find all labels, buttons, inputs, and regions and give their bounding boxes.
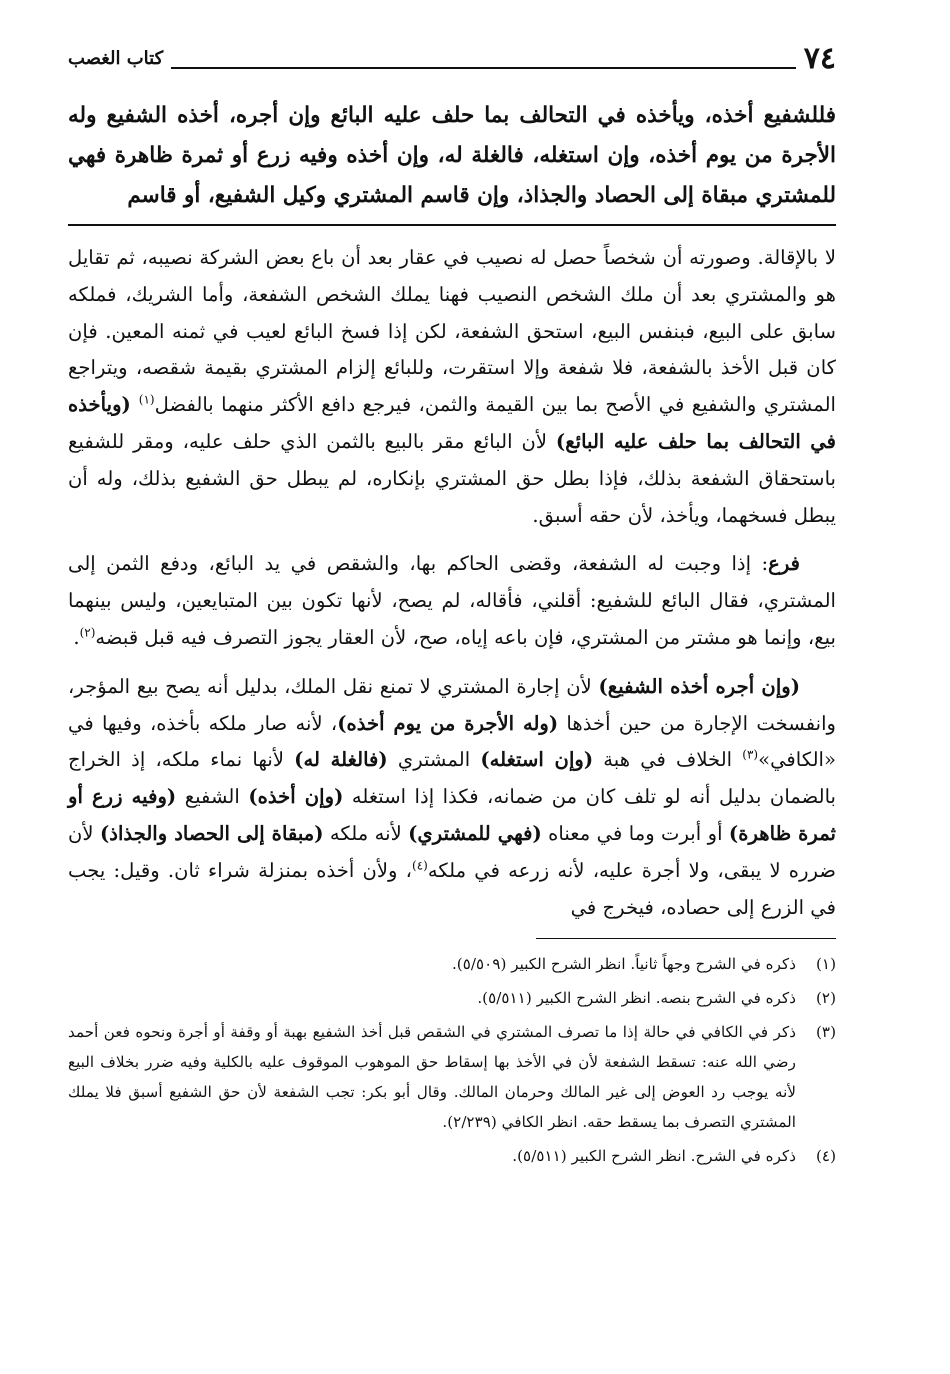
footnote-ref: (٢) bbox=[79, 625, 96, 640]
far-label: فرع bbox=[768, 552, 800, 576]
commentary-paragraph bbox=[68, 240, 836, 534]
matn-quote: (وفيه زرع أو ثمرة ظاهرة) bbox=[68, 785, 837, 845]
commentary-paragraph bbox=[68, 669, 836, 927]
header-rule bbox=[171, 67, 796, 69]
footnote-item bbox=[68, 1141, 836, 1171]
footnote-text: ذكره في الشرح وجهاً ثانياً. انظر الشرح الكبير (٥/٥٠٩). bbox=[451, 955, 796, 974]
footnote-text: ذكره في الشرح بنصه. انظر الشرح الكبير (٥/٥١١). bbox=[477, 989, 796, 1008]
matn-quote: (فالغلة له) bbox=[294, 748, 388, 772]
commentary-text: أو أبرت وما في معناه bbox=[541, 821, 729, 845]
footnote-number: (٢) bbox=[815, 989, 836, 1008]
commentary-text: ، لأنه صار ملكه بأخذه، وفيها في «الكافي» bbox=[68, 711, 836, 772]
matn-divider bbox=[68, 224, 836, 226]
footnote-item bbox=[68, 949, 836, 979]
footnote-item bbox=[68, 983, 836, 1013]
matn-quote: (ويأخذه في التحالف بما حلف عليه البائع) bbox=[68, 393, 836, 453]
footnote-number: (٤) bbox=[815, 1147, 836, 1166]
matn-quote: (وإن استغله) bbox=[480, 748, 594, 772]
commentary-text: . bbox=[73, 625, 80, 649]
chapter-title: كتاب الغصب bbox=[68, 48, 164, 69]
footnote-text: ذكر في الكافي في حالة إذا ما تصرف المشتري في الشقص قبل أخذ الشفيع بهبة أو وقفة أو أجرة ونحوه فعن أحمد رضي الله عنه: تسقط الشفعة لأن في الأخذ بها إسقاط حق الموهوب الموقوف عليه بالكلية وفيه ضرر بخلاف البيع لأنه يوجب رد العوض إلى غير المالك وحرمان المالك. وقال أبو بكر: تجب الشفعة لأن حق الشفيع أسبق فلا يملك المشتري التصرف بما يسقط حقه. انظر الكافي (٢/٢٣٩). bbox=[68, 1023, 796, 1132]
page-header bbox=[68, 40, 836, 78]
matn-quote: (وإن أخذه) bbox=[248, 785, 344, 809]
page-number: ٧٤ bbox=[803, 41, 836, 76]
footnotes bbox=[68, 949, 836, 1171]
footnote-ref: (٣) bbox=[742, 747, 759, 762]
commentary bbox=[68, 240, 836, 926]
commentary-text: الخلاف في هبة bbox=[593, 748, 743, 772]
footnote-ref: (٤) bbox=[412, 858, 428, 873]
footnote-divider bbox=[536, 938, 836, 939]
commentary-text: لأن إجارة المشتري لا تمنع نقل الملك، بدليل أنه يصح بيع المؤجر، وانفسخت الإجارة من حين أخذها bbox=[68, 674, 837, 735]
footnote-number: (٣) bbox=[815, 1023, 836, 1042]
footnote-number: (١) bbox=[815, 955, 836, 974]
matn-quote: (فهي للمشتري) bbox=[408, 821, 542, 845]
commentary-text: لا بالإقالة. وصورته أن شخصاً حصل له نصيب في عقار بعد أن باع بعض الشركة نصيبه، ثم تقايل هو والمشتري بعد أن ملك الشخص النصيب فهنا يملك الشخص الشفعة، وأما الشريك، فملكه سابق على البيع، فبنفس البيع، استحق الشفعة، لكن إذا فسخ البائع لعيب في ثمنه المعين. فإن كان قبل الأخذ بالشفعة، فلا شفعة وإلا استقرت، وللبائع إلزام المشتري بقيمة شقصه، ويتراجع المشتري والشفيع في الأصح بما بين القيمة والثمن، فيرجع دافع الأكثر منهما بالفضل bbox=[68, 246, 837, 417]
commentary-text: لأنها نماء ملكه، إذ الخراج بالضمان بدليل أنه لو تلف كان من ضمانه، فكذا إذا استغله bbox=[68, 748, 837, 809]
commentary-text: لأن ضرره لا يبقى، ولا أجرة عليه، لأنه زرعه في ملكه bbox=[68, 821, 836, 882]
footnote-text: ذكره في الشرح. انظر الشرح الكبير (٥/٥١١). bbox=[512, 1147, 796, 1166]
page bbox=[68, 40, 836, 1175]
commentary-text: : إذا وجبت له الشفعة، وقضى الحاكم بها، والشقص في يد البائع، ودفع الثمن إلى المشتري، فقال البائع للشفيع: أقلني، فأقاله، لم يصح، لأنها تكون بين المتبايعين، وليس بينهما بيع، وإنما هو مشتر من المشتري، فإن باعه إياه، صح، لأن العقار يجوز التصرف فيه قبل قبضه bbox=[68, 552, 836, 649]
matn-quote: (وإن أجره أخذه الشفيع) bbox=[598, 674, 800, 698]
matn-quote: (وله الأجرة من يوم أخذه) bbox=[337, 711, 559, 735]
commentary-text: ، ولأن أخذه بمنزلة شراء ثان. وقيل: يجب في الزرع إلى حصاده، فيخرج في bbox=[68, 858, 836, 919]
matn-text: فللشفيع أخذه، ويأخذه في التحالف بما حلف عليه البائع وإن أجره، أخذه الشفيع وله الأجرة من يوم أخذه، وإن استغله، فالغلة له، وإن أخذه وفيه زرع أو ثمرة ظاهرة فهي للمشتري مبقاة إلى الحصاد والجذاذ، وإن قاسم المشتري وكيل الشفيع، أو قاسم bbox=[68, 103, 836, 208]
commentary-text: المشتري bbox=[387, 748, 481, 772]
matn-quote: (مبقاة إلى الحصاد والجذاذ) bbox=[99, 821, 324, 845]
commentary-text: لأن البائع مقر بالبيع بالثمن الذي حلف عليه، ومقر للشفيع باستحقاق الشفعة بذلك، فإذا بطل حق المشتري بإنكاره، لم يبطل حق الشفيع بذلك، وله أن يبطل فسخهما، ويأخذ، لأن حقه أسبق. bbox=[68, 429, 836, 527]
commentary-paragraph bbox=[68, 546, 836, 656]
footnote-ref: (١) bbox=[138, 392, 155, 407]
footnote-item bbox=[68, 1017, 836, 1137]
commentary-text: الشفيع bbox=[176, 785, 249, 809]
commentary-text: لأنه ملكه bbox=[323, 821, 409, 845]
